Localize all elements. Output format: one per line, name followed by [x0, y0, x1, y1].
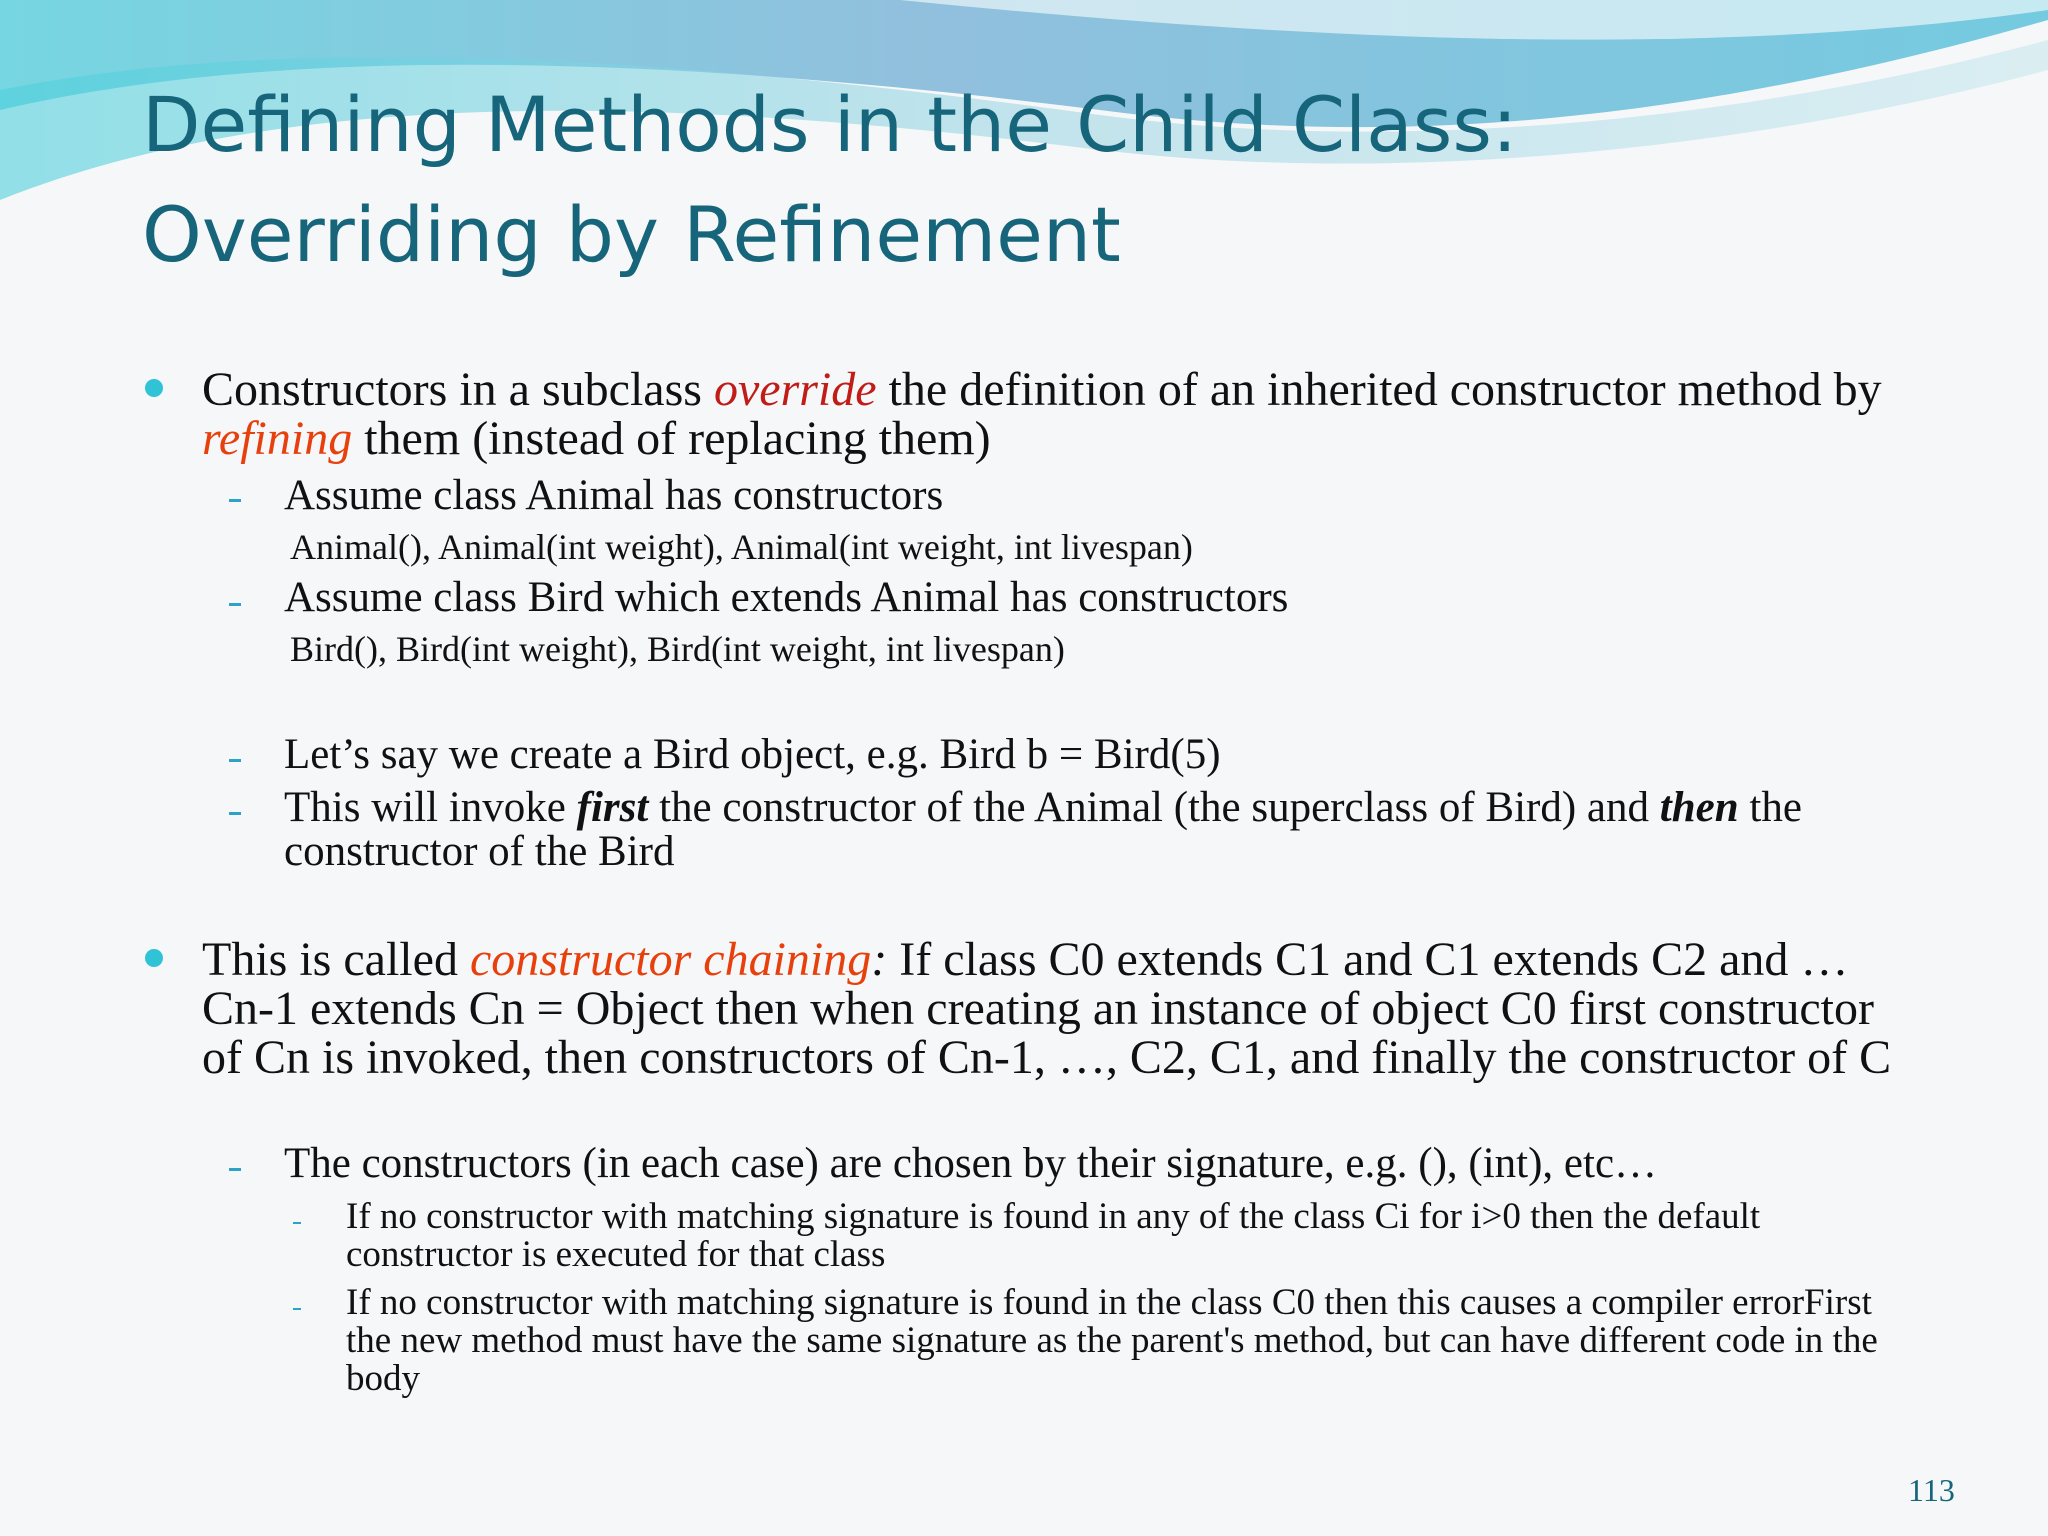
sub-assume-animal: Assume class Animal has constructors	[284, 472, 944, 519]
emphasis-first: first	[576, 784, 649, 831]
slide-title-line1: Defining Methods in the Child Class:	[142, 80, 1518, 169]
bullet-dot	[145, 949, 163, 967]
code-bird-constructors: Bird(), Bird(int weight), Bird(int weight, int livespan)	[290, 629, 1065, 669]
sub-invoke-order: This will invoke first the constructor of the Animal (the superclass of Bird) and then the constructor of the Bird	[284, 784, 1802, 875]
bullet-constructor-chaining: This is called constructor chaining: If class C0 extends C1 and C1 extends C2 and … Cn-1 extends Cn = Object then when creating an instance of object C0 first constructor of Cn is invoked, then constructors of Cn-1, …, C2, C1, and finally the constructor of C	[202, 933, 1892, 1084]
dash-marker	[229, 499, 241, 502]
bullet-constructors-override: Constructors in a subclass override the definition of an inherited constructor method by refining them (instead of replacing them)	[202, 363, 1882, 465]
subsub-default-constructor: If no constructor with matching signature is found in any of the class Ci for i>0 then the default constructor is executed for that class	[346, 1196, 1761, 1275]
code-animal-constructors: Animal(), Animal(int weight), Animal(int weight, int livespan)	[290, 527, 1193, 567]
emphasis-then: then	[1659, 784, 1739, 831]
dash-marker	[229, 1168, 241, 1171]
highlight-override: override	[713, 363, 877, 416]
bullet-dot	[145, 379, 163, 397]
slide-title	[142, 70, 1518, 290]
subsub-compiler-error: If no constructor with matching signature is found in the class C0 then this causes a compiler errorFirst the new method must have the same signature as the parent's method, but can have different code in the body	[346, 1282, 1878, 1399]
sub-signature: The constructors (in each case) are chosen by their signature, e.g. (), (int), etc…	[284, 1140, 1658, 1187]
sub-create-bird: Let’s say we create a Bird object, e.g. Bird b = Bird(5)	[284, 731, 1221, 778]
dash-marker	[229, 603, 241, 606]
highlight-constructor-chaining: constructor chaining	[469, 933, 872, 986]
highlight-refining: refining	[202, 412, 353, 465]
slide-title-line2: Overriding by Refinement	[142, 190, 1121, 279]
dash-marker	[293, 1308, 301, 1310]
dash-marker	[293, 1222, 301, 1224]
page-number: 113	[1908, 1472, 1955, 1508]
dash-marker	[229, 812, 241, 815]
dash-marker	[229, 759, 241, 762]
sub-assume-bird: Assume class Bird which extends Animal has constructors	[284, 574, 1289, 621]
